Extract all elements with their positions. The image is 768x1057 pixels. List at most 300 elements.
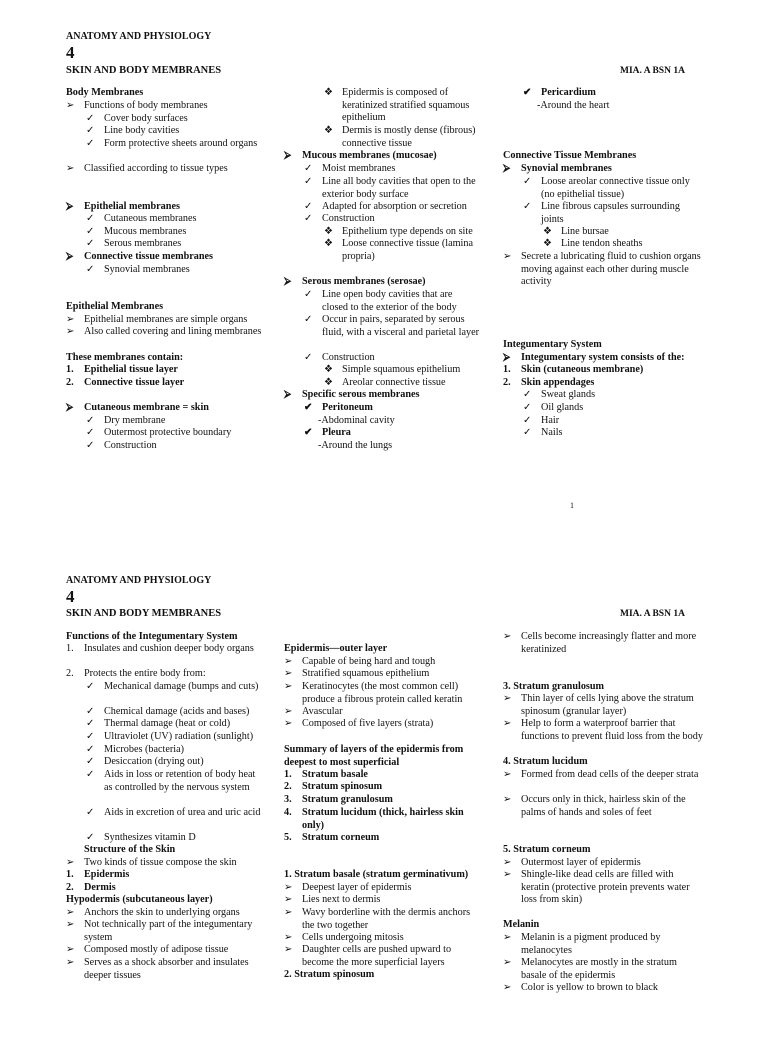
line-text: Connective Tissue Membranes — [503, 150, 637, 161]
text-line — [284, 238, 480, 263]
line-text: Dry membrane — [104, 415, 166, 426]
line-text: Melanin is a pigment produced by melanocytes — [521, 932, 661, 956]
text-line — [284, 718, 480, 731]
text-line — [284, 226, 480, 239]
line-text: Formed from dead cells of the deeper strata — [521, 769, 699, 780]
bullet-icon: ❖ — [324, 238, 334, 249]
bullet-icon: ✓ — [523, 427, 532, 438]
line-text: Hypodermis (subcutaneous layer) — [66, 894, 213, 905]
bullet-icon: 5. — [284, 832, 292, 843]
line-text: Sweat glands — [541, 389, 596, 400]
line-text: Line open body cavities that are closed to the exterior of the body — [322, 289, 457, 313]
text-line — [284, 150, 480, 163]
text-line — [284, 440, 480, 453]
header-subtitle: SKIN AND BODY MEMBRANES — [66, 65, 222, 76]
text-line — [284, 706, 480, 719]
bullet-icon: ✓ — [86, 718, 95, 729]
header-author: MIA. A BSN 1A — [620, 609, 685, 619]
text-line — [66, 264, 266, 277]
line-text: Dermis — [84, 882, 116, 893]
text-line — [503, 718, 703, 743]
bullet-icon: ➢ — [503, 857, 512, 868]
bullet-icon: ➢ — [66, 326, 75, 337]
text-line — [503, 402, 703, 415]
line-text: Mucous membranes — [104, 226, 187, 237]
bullet-icon: 2. — [66, 668, 74, 679]
text-line — [66, 832, 266, 845]
line-text: Aids in loss or retention of body heat as controlled by the nervous system — [104, 769, 256, 793]
text-line — [284, 201, 480, 214]
text-line — [284, 794, 480, 807]
line-text: -Abdominal cavity — [318, 415, 395, 426]
bullet-icon: ➢ — [66, 163, 75, 174]
text-line — [284, 276, 480, 289]
text-line — [503, 176, 703, 201]
bullet-icon: ❖ — [543, 226, 553, 237]
text-line — [66, 706, 266, 719]
bullet-icon: ✓ — [86, 264, 95, 275]
line-text: Functions of the Integumentary System — [66, 631, 238, 642]
line-text: Lies next to dermis — [302, 894, 381, 905]
bullet-icon: ✓ — [304, 352, 313, 363]
text-line — [503, 389, 703, 402]
line-text: Line body cavities — [104, 125, 180, 136]
bullet-icon: ➢ — [66, 314, 75, 325]
bullet-icon: ✓ — [86, 113, 95, 124]
bullet-icon: ❖ — [543, 238, 553, 249]
line-text: Outermost protective boundary — [104, 427, 232, 438]
line-text: Occurs only in thick, hairless skin of the palms of hands and soles of feet — [521, 794, 686, 818]
text-line — [284, 415, 480, 428]
line-text: Stratum spinosum — [302, 781, 383, 792]
line-text: Serous membranes (serosae) — [302, 276, 426, 287]
line-text: Line tendon sheaths — [561, 238, 643, 249]
line-text: Avascular — [302, 706, 343, 717]
line-text: Aids in excretion of urea and uric acid — [104, 807, 261, 818]
text-line — [503, 932, 703, 957]
line-text: Stratum corneum — [302, 832, 380, 843]
text-line — [66, 857, 266, 870]
line-text: Nails — [541, 427, 563, 438]
text-line — [503, 857, 703, 870]
text-line — [66, 364, 266, 377]
text-line — [284, 656, 480, 669]
bullet-icon: ➢ — [66, 100, 75, 111]
line-text: Capable of being hard and tough — [302, 656, 436, 667]
text-line — [66, 440, 266, 453]
text-line — [66, 238, 266, 251]
text-line — [66, 314, 266, 327]
text-line — [284, 769, 480, 782]
header-chapter-number: 4 — [66, 587, 75, 606]
text-line — [66, 631, 266, 644]
text-line — [503, 415, 703, 428]
text-line — [503, 150, 703, 163]
bullet-icon: ✓ — [86, 756, 95, 767]
line-text: Integumentary System — [503, 339, 602, 350]
text-line — [66, 643, 266, 656]
text-line — [284, 781, 480, 794]
line-text: Serves as a shock absorber and insulates deeper tissues — [84, 957, 249, 981]
line-text: Cells undergoing mitosis — [302, 932, 404, 943]
bullet-icon: 4. — [284, 807, 292, 818]
line-text: Oil glands — [541, 402, 584, 413]
line-text: Form protective sheets around organs — [104, 138, 258, 149]
line-text: Secrete a lubricating fluid to cushion organs moving against each other during muscle activity — [521, 251, 701, 288]
line-text: 4. Stratum lucidum — [503, 756, 588, 767]
text-line — [503, 756, 703, 769]
bullet-icon: ✓ — [86, 238, 95, 249]
line-text: Epidermis—outer layer — [284, 643, 388, 654]
text-line — [66, 807, 266, 820]
line-text: Cutaneous membranes — [104, 213, 197, 224]
bullet-icon: ✓ — [304, 213, 313, 224]
text-line — [503, 982, 703, 995]
bullet-icon: 2. — [66, 882, 74, 893]
line-text: Help to form a waterproof barrier that functions to prevent fluid loss from the body — [521, 718, 703, 742]
text-line — [66, 919, 266, 944]
bullet-icon: 2. — [503, 377, 511, 388]
bullet-icon: ⮚ — [284, 389, 292, 400]
text-line — [66, 415, 266, 428]
bullet-icon: 1. — [503, 364, 511, 375]
text-line — [503, 251, 703, 289]
text-line — [503, 226, 703, 239]
line-text: Stratum lucidum (thick, hairless skin only) — [302, 807, 464, 831]
text-line — [66, 427, 266, 440]
bullet-icon: ✓ — [523, 415, 532, 426]
bullet-icon: ✔ — [304, 402, 313, 413]
line-text: Construction — [104, 440, 157, 451]
text-line — [66, 352, 266, 365]
bullet-icon: ➢ — [284, 668, 293, 679]
bullet-icon: ✓ — [86, 415, 95, 426]
bullet-icon: ➢ — [284, 894, 293, 905]
line-text: Not technically part of the integumentary system — [84, 919, 253, 943]
text-line — [503, 794, 703, 819]
line-text: Mechanical damage (bumps and cuts) — [104, 681, 259, 692]
line-text: Chemical damage (acids and bases) — [104, 706, 250, 717]
bullet-icon: ✓ — [86, 125, 95, 136]
text-line — [66, 125, 266, 138]
line-text: Deepest layer of epidermis — [302, 882, 412, 893]
bullet-icon: ✓ — [86, 706, 95, 717]
line-text: Shingle-like dead cells are filled with keratin (protective protein prevents water loss from skin) — [521, 869, 690, 906]
line-text: Microbes (bacteria) — [104, 744, 185, 755]
text-line — [284, 882, 480, 895]
line-text: Two kinds of tissue compose the skin — [84, 857, 237, 868]
line-text: Construction — [322, 352, 375, 363]
line-text: Color is yellow to brown to black — [521, 982, 658, 993]
bullet-icon: ✓ — [304, 289, 313, 300]
bullet-icon: ✓ — [86, 744, 95, 755]
text-line — [503, 919, 703, 932]
text-line — [66, 844, 266, 857]
line-text: Composed mostly of adipose tissue — [84, 944, 229, 955]
text-line — [284, 314, 480, 339]
page-2 — [0, 545, 768, 1057]
bullet-icon: ➢ — [503, 769, 512, 780]
text-line — [284, 944, 480, 969]
text-line — [66, 944, 266, 957]
line-text: Cover body surfaces — [104, 113, 188, 124]
line-text: Thin layer of cells lying above the stratum spinosum (granular layer) — [521, 693, 694, 717]
line-text: Pericardium — [541, 87, 596, 98]
bullet-icon: ❖ — [324, 377, 334, 388]
bullet-icon: ➢ — [503, 957, 512, 968]
bullet-icon: ➢ — [284, 718, 293, 729]
line-text: Connective tissue layer — [84, 377, 185, 388]
text-line — [284, 377, 480, 390]
bullet-icon: ✓ — [86, 427, 95, 438]
header-subtitle: SKIN AND BODY MEMBRANES — [66, 608, 222, 619]
line-text: Insulates and cushion deeper body organs — [84, 643, 254, 654]
page-number: 1 — [570, 501, 574, 510]
line-text: Melanin — [503, 919, 540, 930]
header-chapter-number: 4 — [66, 43, 75, 62]
line-text: 5. Stratum corneum — [503, 844, 591, 855]
text-line — [284, 681, 480, 706]
bullet-icon: ✓ — [304, 176, 313, 187]
bullet-icon: ➢ — [66, 919, 75, 930]
text-line — [284, 427, 480, 440]
line-text: Anchors the skin to underlying organs — [84, 907, 240, 918]
text-line — [66, 681, 266, 694]
text-line — [284, 364, 480, 377]
text-line — [66, 138, 266, 151]
line-text: Epidermis — [84, 869, 130, 880]
text-line — [284, 125, 480, 150]
line-text: Adapted for absorption or secretion — [322, 201, 467, 212]
header-title: ANATOMY AND PHYSIOLOGY — [66, 31, 212, 42]
text-line — [503, 377, 703, 390]
text-line — [284, 932, 480, 945]
line-text: Construction — [322, 213, 375, 224]
text-line — [284, 807, 480, 832]
text-line — [503, 163, 703, 176]
bullet-icon: ✓ — [304, 201, 313, 212]
bullet-icon: ➢ — [66, 907, 75, 918]
text-line — [284, 176, 480, 201]
line-text: These membranes contain: — [66, 352, 184, 363]
bullet-icon: ❖ — [324, 226, 334, 237]
line-text: Line fibrous capsules surrounding joints — [541, 201, 680, 225]
line-text: Wavy borderline with the dermis anchors the two together — [302, 907, 471, 931]
text-line — [503, 364, 703, 377]
line-text: Line bursae — [561, 226, 609, 237]
line-text: Stratum basale — [302, 769, 368, 780]
text-line — [66, 213, 266, 226]
bullet-icon: 1. — [66, 364, 74, 375]
bullet-icon: 3. — [284, 794, 292, 805]
text-line — [66, 769, 266, 794]
line-text: Synovial membranes — [521, 163, 612, 174]
text-line — [503, 631, 703, 656]
line-text: Cutaneous membrane = skin — [84, 402, 209, 413]
line-text: Daughter cells are pushed upward to become the more superficial layers — [302, 944, 452, 968]
bullet-icon: ➢ — [66, 957, 75, 968]
line-text: 2. Stratum spinosum — [284, 969, 375, 980]
text-line — [66, 201, 266, 214]
bullet-icon: ✓ — [86, 832, 95, 843]
line-text: Connective tissue membranes — [84, 251, 214, 262]
bullet-icon: ✓ — [523, 402, 532, 413]
bullet-icon: ✓ — [523, 389, 532, 400]
line-text: Ultraviolet (UV) radiation (sunlight) — [104, 731, 254, 742]
bullet-icon: ➢ — [503, 693, 512, 704]
bullet-icon: ⮚ — [284, 150, 292, 161]
bullet-icon: 2. — [284, 781, 292, 792]
line-text: Loose connective tissue (lamina propria) — [342, 238, 473, 262]
line-text: Dermis is mostly dense (fibrous) connective tissue — [342, 125, 476, 149]
bullet-icon: ✓ — [86, 213, 95, 224]
text-line — [284, 389, 480, 402]
header-author: MIA. A BSN 1A — [620, 66, 685, 76]
bullet-icon: ✓ — [523, 176, 532, 187]
page-1 — [0, 0, 768, 512]
text-line — [66, 301, 266, 314]
line-text: Pleura — [322, 427, 351, 438]
text-line — [66, 251, 266, 264]
bullet-icon: ⮚ — [66, 251, 74, 262]
bullet-icon: ✓ — [523, 201, 532, 212]
text-line — [503, 681, 703, 694]
bullet-icon: ✓ — [86, 681, 95, 692]
line-text: Simple squamous epithelium — [342, 364, 461, 375]
bullet-icon: ⮚ — [284, 276, 292, 287]
bullet-icon: ➢ — [284, 944, 293, 955]
bullet-icon: ➢ — [503, 718, 512, 729]
bullet-icon: ❖ — [324, 125, 334, 136]
bullet-icon: 2. — [66, 377, 74, 388]
text-line — [284, 352, 480, 365]
text-line — [66, 731, 266, 744]
bullet-icon: ✓ — [86, 731, 95, 742]
bullet-icon: ✔ — [523, 87, 532, 98]
line-text: Synthesizes vitamin D — [104, 832, 196, 843]
bullet-icon: ✓ — [86, 138, 95, 149]
line-text: Moist membranes — [322, 163, 396, 174]
bullet-icon: ✓ — [86, 226, 95, 237]
text-line — [503, 87, 703, 100]
text-line — [66, 744, 266, 757]
text-line — [66, 100, 266, 113]
text-line — [284, 832, 480, 845]
text-line — [503, 339, 703, 352]
line-text: Classified according to tissue types — [84, 163, 228, 174]
text-line — [284, 163, 480, 176]
line-text: Epidermis is composed of keratinized stratified squamous epithelium — [342, 87, 470, 124]
bullet-icon: ❖ — [324, 87, 334, 98]
bullet-icon: ⮚ — [503, 352, 511, 363]
line-text: Synovial membranes — [104, 264, 190, 275]
bullet-icon: ➢ — [503, 794, 512, 805]
line-text: Functions of body membranes — [84, 100, 208, 111]
bullet-icon: ➢ — [503, 631, 512, 642]
line-text: Also called covering and lining membranes — [84, 326, 262, 337]
text-line — [284, 87, 480, 125]
bullet-icon: ➢ — [503, 251, 512, 262]
text-line — [66, 402, 266, 415]
text-line — [503, 869, 703, 907]
text-line — [284, 213, 480, 226]
bullet-icon: ✓ — [86, 440, 95, 451]
text-line — [66, 226, 266, 239]
text-line — [284, 744, 480, 769]
line-text: Loose areolar connective tissue only (no epithelial tissue) — [541, 176, 690, 200]
bullet-icon: ❖ — [324, 364, 334, 375]
line-text: Thermal damage (heat or cold) — [104, 718, 231, 729]
line-text: Serous membranes — [104, 238, 182, 249]
line-text: Peritoneum — [322, 402, 373, 413]
line-text: Body Membranes — [66, 87, 144, 98]
text-line — [503, 100, 703, 113]
line-text: Areolar connective tissue — [342, 377, 446, 388]
bullet-icon: ➢ — [503, 982, 512, 993]
bullet-icon: ➢ — [284, 932, 293, 943]
line-text: Epithelial Membranes — [66, 301, 164, 312]
text-line — [284, 969, 480, 982]
bullet-icon: 1. — [66, 869, 74, 880]
text-line — [284, 869, 480, 882]
line-text: Melanocytes are mostly in the stratum basale of the epidermis — [521, 957, 677, 981]
bullet-icon: ➢ — [284, 681, 293, 692]
bullet-icon: ✓ — [86, 807, 95, 818]
bullet-icon: 1. — [284, 769, 292, 780]
line-text: Epithelium type depends on site — [342, 226, 473, 237]
line-text: Occur in pairs, separated by serous fluid, with a visceral and parietal layer — [322, 314, 479, 338]
text-line — [503, 201, 703, 226]
text-line — [284, 643, 480, 656]
bullet-icon: ⮚ — [503, 163, 511, 174]
bullet-icon: ➢ — [284, 882, 293, 893]
line-text: Structure of the Skin — [84, 844, 176, 855]
line-text: Specific serous membranes — [302, 389, 420, 400]
text-line — [284, 668, 480, 681]
text-line — [66, 718, 266, 731]
bullet-icon: ➢ — [284, 656, 293, 667]
text-line — [66, 377, 266, 390]
text-line — [66, 894, 266, 907]
text-line — [503, 427, 703, 440]
line-text: Skin (cutaneous membrane) — [521, 364, 644, 375]
bullet-icon: 1. — [66, 643, 74, 654]
line-text: Integumentary system consists of the: — [521, 352, 685, 363]
bullet-icon: ➢ — [66, 857, 75, 868]
text-line — [284, 402, 480, 415]
line-text: Epithelial membranes — [84, 201, 180, 212]
bullet-icon: ✔ — [304, 427, 313, 438]
bullet-icon: ✓ — [86, 769, 95, 780]
bullet-icon: ➢ — [503, 869, 512, 880]
line-text: -Around the heart — [537, 100, 610, 111]
text-line — [66, 668, 266, 681]
line-text: Line all body cavities that open to the exterior body surface — [322, 176, 476, 200]
bullet-icon: ⮚ — [66, 201, 74, 212]
text-line — [503, 352, 703, 365]
text-line — [284, 289, 480, 314]
bullet-icon: ➢ — [284, 706, 293, 717]
bullet-icon: ➢ — [284, 907, 293, 918]
text-line — [66, 87, 266, 100]
text-line — [284, 894, 480, 907]
line-text: Keratinocytes (the most common cell) produce a fibrous protein called keratin — [302, 681, 463, 705]
line-text: -Around the lungs — [318, 440, 393, 451]
line-text: Cells become increasingly flatter and more keratinized — [521, 631, 697, 655]
text-line — [66, 907, 266, 920]
line-text: Skin appendages — [521, 377, 595, 388]
text-line — [503, 844, 703, 857]
